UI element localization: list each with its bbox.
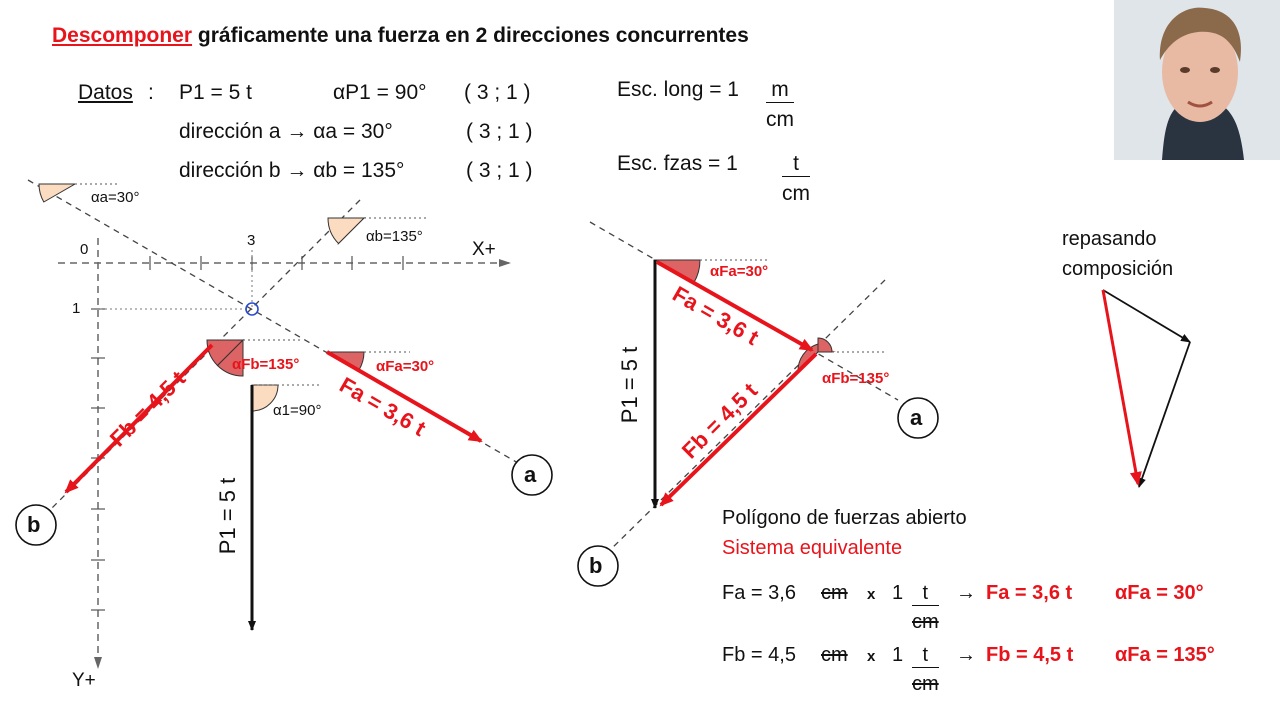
datos-p1: P1 = 5 t [179,81,252,104]
scale-long-fraction [766,79,794,130]
p1-label: P1 = 5 t [215,477,241,555]
right-p1-label: P1 = 5 t [617,346,643,424]
datos-coord2: ( 3 ; 1 ) [466,120,533,143]
title-rest: gráficamente una fuerza en 2 direcciones concurrentes [197,24,749,47]
repasando-line1: repasando [1062,228,1157,250]
repasando-line2: composición [1062,258,1174,280]
direction-a-name: a [524,462,537,487]
datos-label: Datos [78,81,133,104]
left-axes [58,238,510,668]
direction-b-name: b [27,512,41,537]
y-axis-label: Y+ [72,670,96,691]
webcam-overlay [1114,0,1280,160]
scale-long-label: Esc. long = 1 [617,78,739,101]
datos-coord3: ( 3 ; 1 ) [466,159,533,182]
y-tick-label: 1 [72,300,81,317]
angle-fa-label: αFa=30° [376,358,435,375]
right-fb-vector [661,354,816,505]
summary-line2: Sistema equivalente [722,537,903,559]
scale-fzas-fraction [782,153,810,204]
fa-equation-unit-den: cm [912,611,939,633]
fb-result: Fb = 4,5 t [986,644,1074,666]
fa-equation-arrow: → [956,582,976,604]
fa-equation-cm: cm [821,582,848,604]
composition-triangle [1103,290,1190,487]
fb-equation-arrow: → [956,644,976,666]
angle-fb-label: αFb=135° [232,356,300,373]
angle-a-label: αa=30° [91,189,140,206]
fa-equation-prefix: Fa = 3,6 [722,582,796,604]
right-angle-fa-label: αFa=30° [710,263,769,280]
fb-label: Fb = 4,5 t [104,365,191,452]
fb-equation-one: 1 [892,644,904,666]
datos-direction-b: dirección b → αb = 135° [179,159,405,182]
right-fb-label: Fb = 4,5 t [676,377,763,464]
fb-result-angle: αFa = 135° [1115,644,1215,666]
scale-fzas-den: cm [782,182,810,205]
origin-label: 0 [80,241,89,258]
fa-equation-one: 1 [892,582,904,604]
scale-fzas-label: Esc. fzas = 1 [617,152,738,175]
title-highlight: Descomponer [52,24,193,47]
scale-long-num: m [766,79,794,103]
scale-fzas-num: t [782,153,810,177]
right-fa-label: Fa = 3,6 t [668,281,763,351]
angle-b-wedge-fill [328,218,364,244]
fb-equation-prefix: Fb = 4,5 [722,644,796,666]
fa-label: Fa = 3,6 t [335,372,430,442]
fa-equation-times: x [867,586,876,603]
datos-coord1: ( 3 ; 1 ) [464,81,531,104]
x-axis-label: X+ [472,239,496,260]
fb-equation-unit-den: cm [912,673,939,695]
fa-result-angle: αFa = 30° [1115,582,1204,604]
datos-alpha-p1: αP1 = 90° [333,81,427,104]
x-tick-label: 3 [247,232,256,249]
summary-line1: Polígono de fuerzas abierto [722,507,967,529]
datos-colon: : [148,81,154,104]
fb-equation-unit-num: t [912,645,939,668]
fb-equation-times: x [867,648,876,665]
right-direction-b-name: b [589,553,603,578]
angle-a-wedge [39,184,75,202]
right-direction-a-name: a [910,405,923,430]
scale-long-den: cm [766,108,794,131]
right-angle-fb-label: αFb=135° [822,370,890,387]
fb-equation-cm: cm [821,644,848,666]
datos-direction-a: dirección a → αa = 30° [179,120,393,143]
fa-equation-unit [912,583,939,632]
fa-equation-unit-num: t [912,583,939,606]
page-title [52,25,749,46]
fb-equation-unit [912,645,939,694]
angle-b-label: αb=135° [366,228,423,245]
fa-result: Fa = 3,6 t [986,582,1073,604]
angle-p1-label: α1=90° [273,402,322,419]
